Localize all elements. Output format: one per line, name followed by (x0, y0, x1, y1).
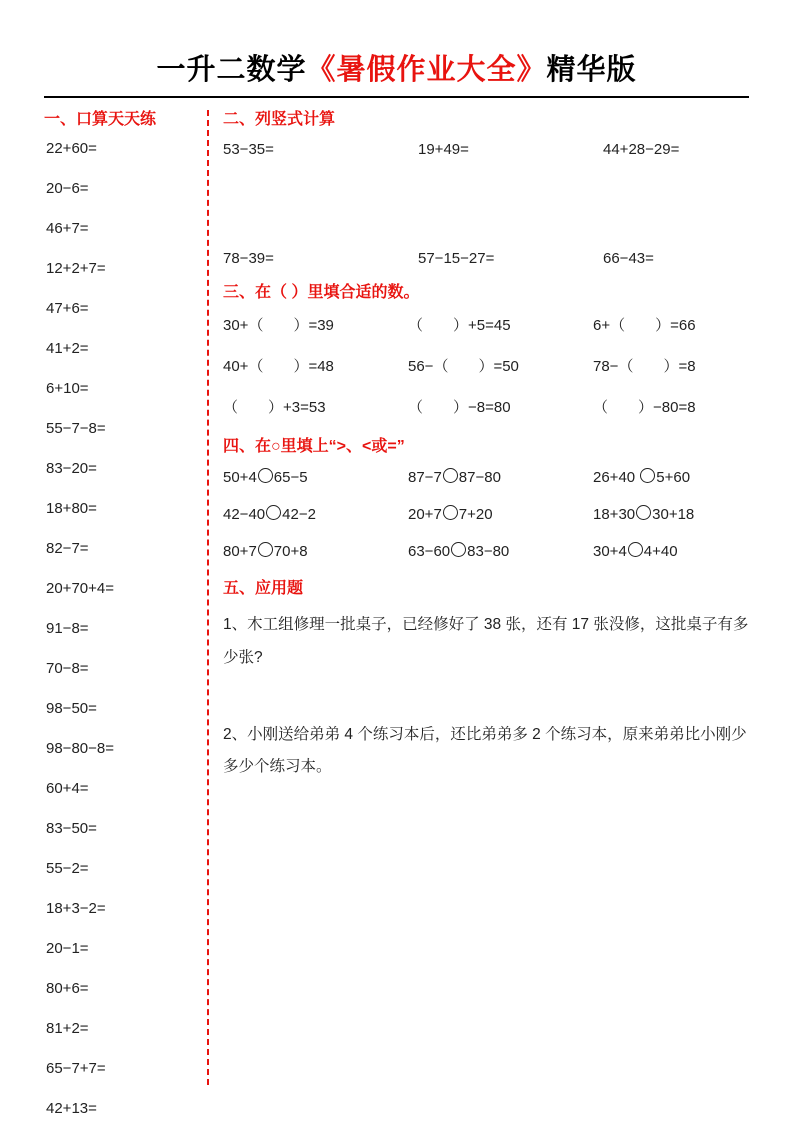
list-item: 6+10= (46, 380, 89, 398)
problem-cell: 30+（ ）=39 (223, 316, 334, 334)
circle-blank-icon (266, 505, 281, 520)
problem-cell (223, 542, 408, 560)
compare-rows (223, 468, 749, 560)
problem-cell: 53−35= (223, 141, 274, 159)
problem-cell: （ ）+5=45 (408, 316, 511, 334)
list-item: 47+6= (46, 300, 89, 318)
problem-cell: 66−43= (603, 250, 654, 268)
table-row (223, 250, 749, 267)
list-item: 18+80= (46, 500, 97, 518)
column-exercises (209, 110, 749, 1090)
left-operand: 30+4 (593, 542, 627, 560)
problem-cell: 56−（ ）=50 (408, 357, 519, 375)
problem-cell: （ ）+3=53 (223, 398, 326, 416)
circle-blank-icon (451, 542, 466, 557)
left-operand: 18+30 (593, 505, 636, 523)
content-columns (44, 110, 749, 1118)
left-operand: 20+7 (408, 505, 442, 523)
list-item: 42+13= (46, 1100, 97, 1118)
page-title (44, 52, 749, 88)
section-heading-fill: 三、在（ ）里填合适的数。 (223, 284, 420, 302)
table-row (223, 355, 749, 376)
right-operand: 7+20 (458, 505, 493, 523)
right-operand: 42−2 (282, 505, 316, 523)
section-heading-word-problems: 五、应用题 (223, 579, 304, 597)
left-operand: 63−60 (408, 542, 451, 560)
circle-blank-icon (258, 468, 273, 483)
page-title-part2: 《暑假作业大全》 (306, 54, 547, 86)
page-title-block (44, 0, 749, 98)
problem-cell: 78−（ ）=8 (593, 357, 696, 375)
problem-cell: 19+49= (418, 141, 469, 159)
list-item: 98−80−8= (46, 740, 114, 758)
list-item: 83−20= (46, 460, 97, 478)
fill-in-rows (223, 314, 749, 417)
vertical-calc-rows (223, 141, 749, 267)
problem-cell: 40+（ ）=48 (223, 357, 334, 375)
table-row (223, 468, 749, 486)
problem-cell: （ ）−8=80 (408, 398, 511, 416)
table-row (223, 141, 749, 158)
right-operand: 30+18 (652, 505, 695, 523)
page-title-part3: 精华版 (546, 54, 637, 86)
list-item: 46+7= (46, 220, 89, 238)
table-row (223, 542, 749, 560)
problem-cell (593, 505, 749, 523)
problem-cell (593, 468, 749, 486)
left-operand: 26+40 (593, 468, 640, 486)
list-item: 65−7+7= (46, 1060, 106, 1078)
circle-blank-icon (443, 468, 458, 483)
list-item: 12+2+7= (46, 260, 106, 278)
problem-cell: （ ）−80=8 (593, 398, 696, 416)
problem-cell (408, 542, 593, 560)
right-operand: 65−5 (273, 468, 308, 486)
circle-blank-icon (443, 505, 458, 520)
list-item: 82−7= (46, 540, 89, 558)
section-heading-compare: 四、在○里填上“>、<或=” (223, 437, 405, 455)
problem-cell (593, 542, 749, 560)
left-operand: 42−40 (223, 505, 266, 523)
right-operand: 5+60 (656, 468, 691, 486)
list-item: 83−50= (46, 820, 97, 838)
problem-cell (408, 468, 593, 486)
problem-cell (223, 468, 408, 486)
list-item: 22+60= (46, 140, 97, 158)
right-operand: 70+8 (273, 542, 308, 560)
table-row (223, 396, 749, 417)
problem-cell (408, 505, 593, 523)
left-operand: 80+7 (223, 542, 257, 560)
right-operand: 83−80 (467, 542, 510, 560)
page-title-part1: 一升二数学 (156, 54, 307, 86)
problem-cell: 57−15−27= (418, 250, 495, 268)
problem-cell: 44+28−29= (603, 141, 680, 159)
table-row (223, 505, 749, 523)
right-operand: 4+40 (643, 542, 678, 560)
problem-cell: 78−39= (223, 250, 274, 268)
list-item: 18+3−2= (46, 900, 106, 918)
list-item: 41+2= (46, 340, 89, 358)
list-item: 55−7−8= (46, 420, 106, 438)
word-problem: 2、小刚送给弟弟 4 个练习本后，还比弟弟多 2 个练习本，原来弟弟比小刚少多少个练习本。 (223, 725, 747, 776)
table-row (223, 314, 749, 335)
oral-problem-list (44, 141, 197, 1116)
list-item: 55−2= (46, 860, 89, 878)
list-item: 98−50= (46, 700, 97, 718)
circle-blank-icon (628, 542, 643, 557)
circle-blank-icon (636, 505, 651, 520)
section-heading-oral: 一、口算天天练 (44, 111, 157, 129)
right-operand: 87−80 (458, 468, 501, 486)
title-divider (44, 96, 749, 98)
problem-cell: 6+（ ）=66 (593, 316, 696, 334)
list-item: 91−8= (46, 620, 89, 638)
list-item: 20−6= (46, 180, 89, 198)
list-item: 60+4= (46, 780, 89, 798)
left-operand: 87−7 (408, 468, 442, 486)
word-problem: 1、木工组修理一批桌子，已经修好了 38 张，还有 17 张没修，这批桌子有多少张? (223, 616, 749, 666)
left-operand: 50+4 (223, 468, 257, 486)
column-oral-practice (44, 110, 207, 1118)
list-item: 81+2= (46, 1020, 89, 1038)
list-item: 20−1= (46, 940, 89, 958)
circle-blank-icon (640, 468, 655, 483)
list-item: 80+6= (46, 980, 89, 998)
section-heading-vertical: 二、列竖式计算 (223, 111, 336, 129)
list-item: 70−8= (46, 660, 89, 678)
circle-blank-icon (258, 542, 273, 557)
problem-cell (223, 505, 408, 523)
list-item: 20+70+4= (46, 580, 114, 598)
